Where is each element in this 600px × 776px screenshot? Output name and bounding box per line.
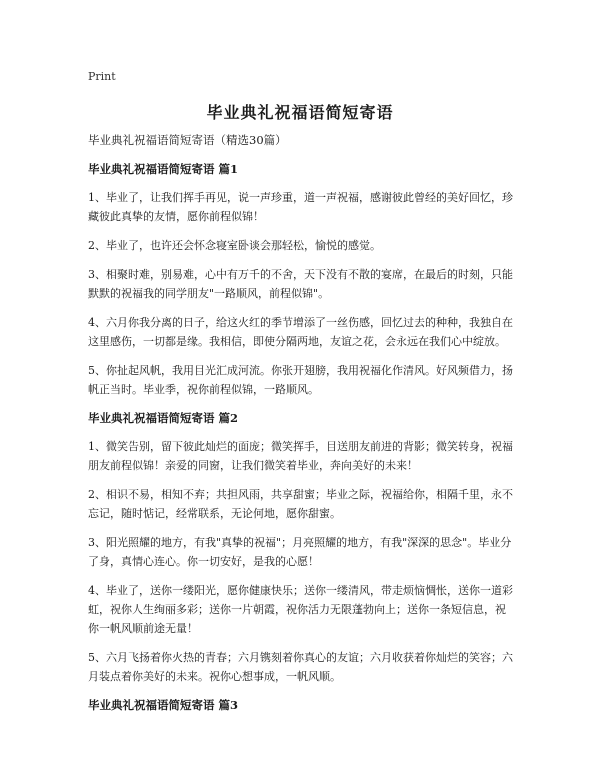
section-3 [88, 696, 514, 714]
section-heading: 毕业典礼祝福语简短寄语 篇3 [88, 698, 239, 712]
section-heading: 毕业典礼祝福语简短寄语 篇2 [88, 411, 239, 425]
paragraph: 4、毕业了，送你一缕阳光，愿你健康快乐；送你一缕清风，带走烦恼惆怅，送你一道彩虹，祝你人生绚丽多彩；送你一片朝霞，祝你活力无限蓬勃向上；送你一条短信息，祝你一帆风顺前途无量！ [88, 584, 513, 635]
print-label[interactable]: Print [88, 70, 116, 83]
section-1 [88, 160, 514, 399]
section-heading: 毕业典礼祝福语简短寄语 篇1 [88, 162, 239, 176]
document-body [88, 160, 514, 724]
paragraph: 5、六月飞扬着你火热的青春；六月镌刻着你真心的友谊；六月收获着你灿烂的笑容；六月装点着你美好的未来。祝你心想事成，一帆风顺。 [88, 651, 513, 683]
page-subtitle: 毕业典礼祝福语简短寄语（精选30篇） [88, 133, 287, 147]
paragraph: 2、相识不易，相知不弃；共担风雨，共享甜蜜；毕业之际，祝福给你，相隔千里，永不忘记，随时惦记，经常联系，无论何地，愿你甜蜜。 [88, 488, 513, 520]
page-title: 毕业典礼祝福语简短寄语 [206, 103, 394, 122]
section-2 [88, 409, 514, 686]
paragraph: 2、毕业了，也许还会怀念寝室卧谈会那轻松，愉悦的感觉。 [88, 239, 381, 252]
paragraph: 1、微笑告别，留下彼此灿烂的面庞；微笑挥手，目送朋友前进的背影；微笑转身，祝福朋友前程似锦！亲爱的同窗，让我们微笑着毕业，奔向美好的未来！ [88, 440, 513, 472]
paragraph: 3、阳光照耀的地方，有我"真挚的祝福"；月亮照耀的地方，有我"深深的思念"。毕业分了身，真情心连心。你一切安好，是我的心愿！ [88, 536, 512, 568]
paragraph: 5、你扯起风帆，我用目光汇成河流。你张开翅膀，我用祝福化作清风。好风频借力，扬帆正当时。毕业季，祝你前程似锦，一路顺风。 [88, 364, 513, 396]
paragraph: 1、毕业了，让我们挥手再见，说一声珍重，道一声祝福，感谢彼此曾经的美好回忆，珍藏彼此真挚的友情，愿你前程似锦！ [88, 191, 513, 223]
paragraph: 3、相聚时难，别易难，心中有万千的不舍，天下没有不散的宴席，在最后的时刻，只能默默的祝福我的同学朋友"一路顺风，前程似锦"。 [88, 268, 513, 300]
paragraph: 4、六月你我分离的日子，给这火红的季节增添了一丝伤感，回忆过去的种种，我独自在这里感伤，一切都是缘。我相信，即使分隔两地，友谊之花，会永远在我们心中绽放。 [88, 316, 513, 348]
